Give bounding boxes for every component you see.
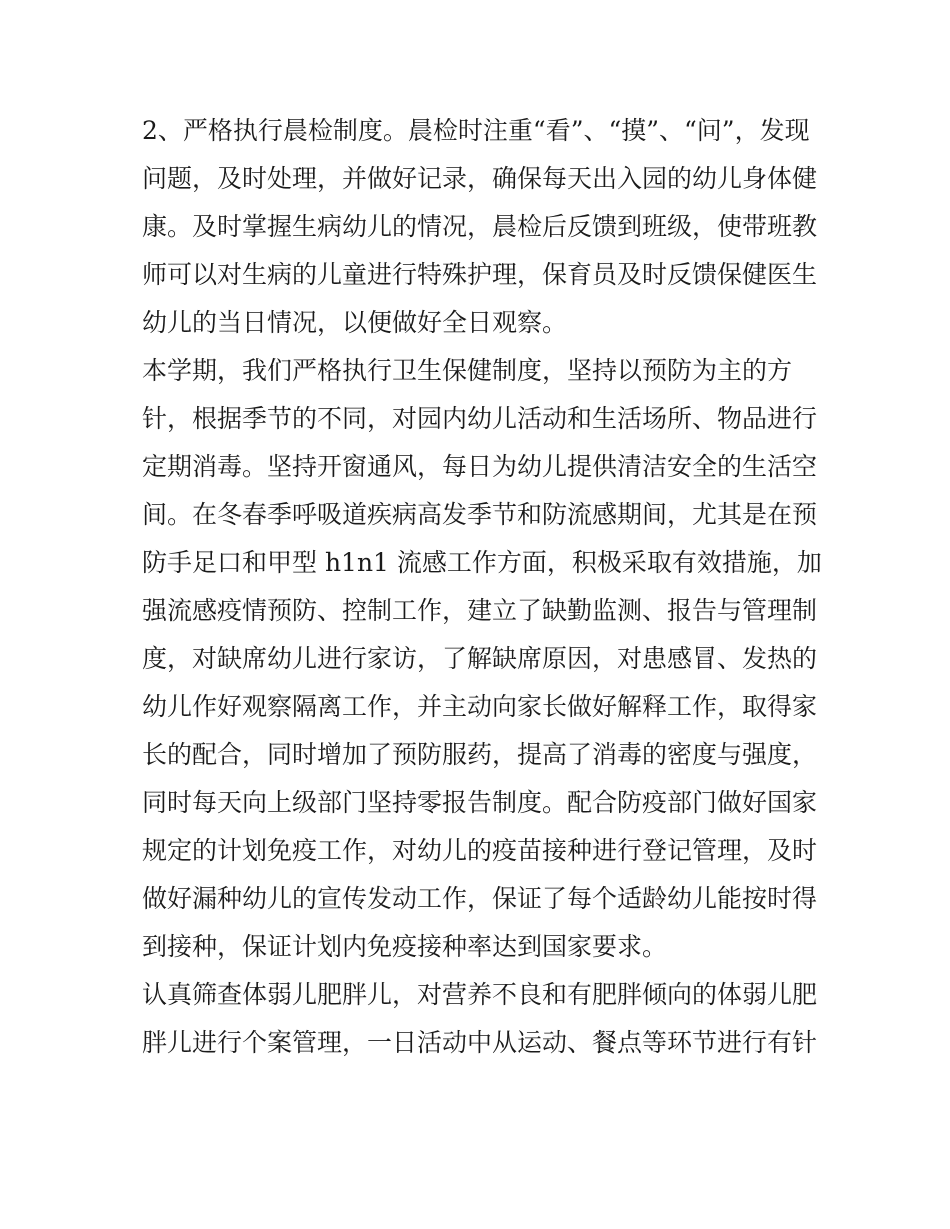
text-line: 本学期，我们严格执行卫生保健制度，坚持以预防为主的方 [142, 356, 793, 385]
text-line: 间。在冬春季呼吸道疾病高发季节和防流感期间，尤其是在预 [142, 500, 818, 529]
text-line: 强流感疫情预防、控制工作，建立了缺勤监测、报告与管理制 [142, 596, 818, 625]
text-line: 定期消毒。坚持开窗通风，每日为幼儿提供清洁安全的生活空 [142, 452, 818, 481]
text-line: 康。及时掌握生病幼儿的情况，晨检后反馈到班级，使带班教 [142, 212, 818, 241]
text-line: 长的配合，同时增加了预防服药，提高了消毒的密度与强度， [142, 740, 818, 769]
text-line: 幼儿的当日情况，以便做好全日观察。 [142, 308, 568, 337]
text-line: 2、严格执行晨检制度。晨检时注重“看”、“摸”、“问”，发现 [142, 116, 810, 145]
document-body [142, 112, 822, 1072]
text-line: 胖儿进行个案管理，一日活动中从运动、餐点等环节进行有针 [142, 1028, 818, 1057]
text-line: 师可以对生病的儿童进行特殊护理，保育员及时反馈保健医生 [142, 260, 818, 289]
text-line: 防手足口和甲型 h1n1 流感工作方面，积极采取有效措施，加 [142, 548, 822, 577]
text-line: 规定的计划免疫工作，对幼儿的疫苗接种进行登记管理，及时 [142, 836, 818, 865]
text-line: 做好漏种幼儿的宣传发动工作，保证了每个适龄幼儿能按时得 [142, 884, 818, 913]
paragraph-weak-obese-screening [142, 976, 818, 1062]
paragraph-morning-check [142, 112, 818, 342]
text-line: 认真筛查体弱儿肥胖儿，对营养不良和有肥胖倾向的体弱儿肥 [142, 980, 818, 1009]
text-line: 度，对缺席幼儿进行家访，了解缺席原因，对患感冒、发热的 [142, 644, 818, 673]
text-line: 幼儿作好观察隔离工作，并主动向家长做好解释工作，取得家 [142, 692, 818, 721]
text-line: 针，根据季节的不同，对园内幼儿活动和生活场所、物品进行 [142, 404, 818, 433]
paragraph-health-system [142, 352, 822, 966]
text-line: 同时每天向上级部门坚持零报告制度。配合防疫部门做好国家 [142, 788, 818, 817]
text-line: 到接种，保证计划内免疫接种率达到国家要求。 [142, 932, 668, 961]
text-line: 问题，及时处理，并做好记录，确保每天出入园的幼儿身体健 [142, 164, 818, 193]
